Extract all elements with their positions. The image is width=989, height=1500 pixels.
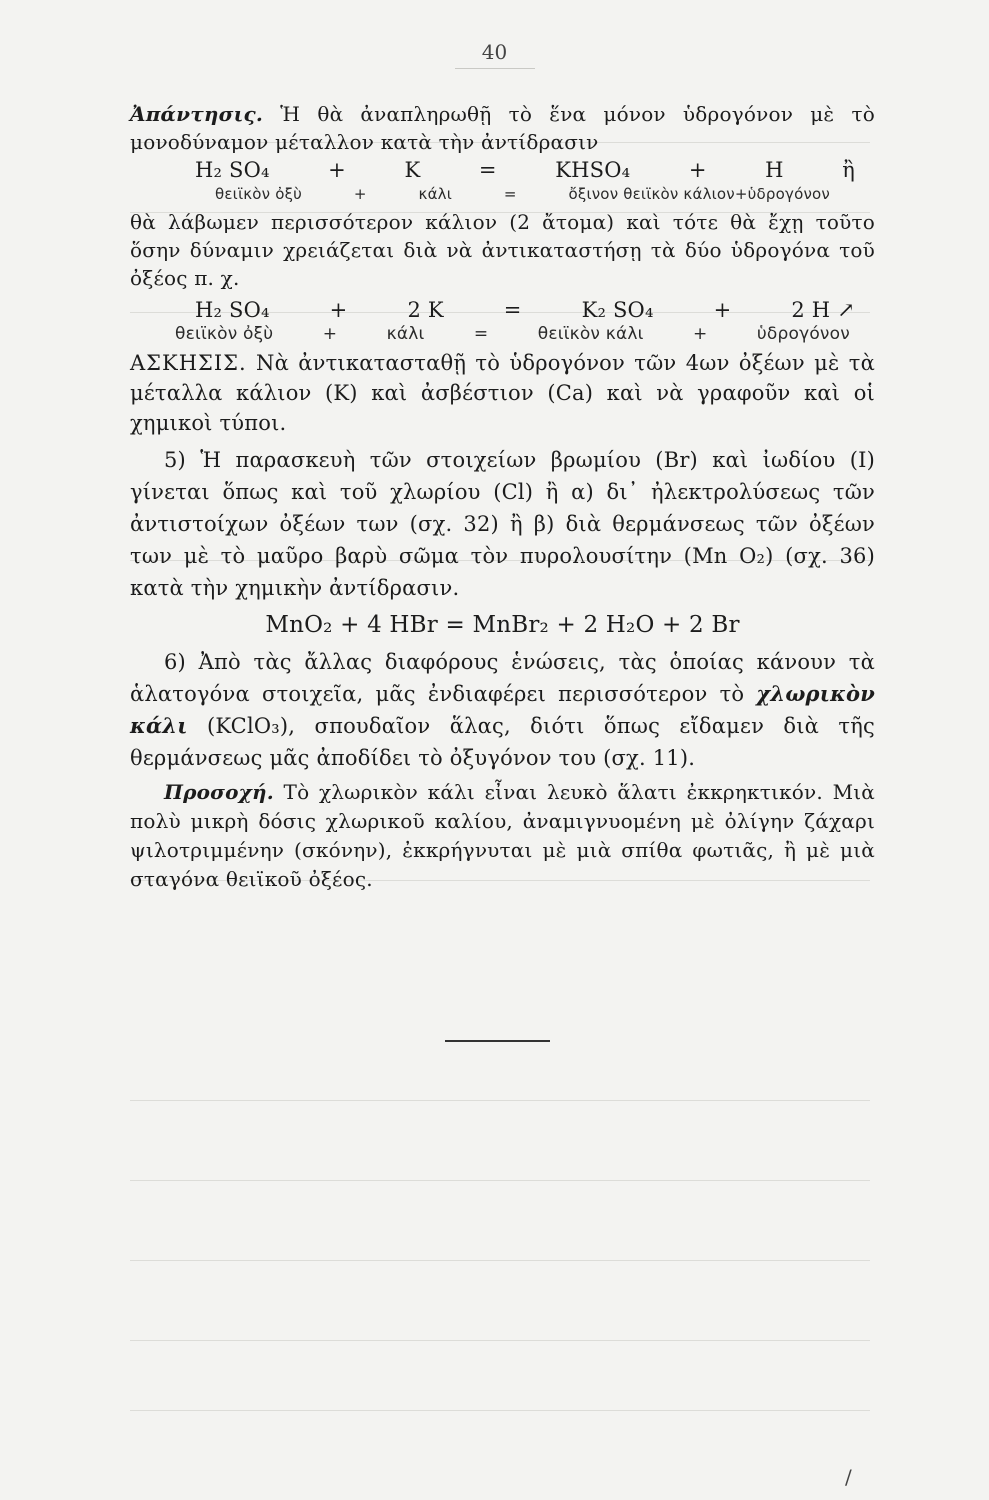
- bleed-through-line: [130, 1410, 870, 1411]
- eq2-term: 2 K: [407, 298, 444, 322]
- page-number-rule: [455, 68, 535, 69]
- eq2-caption-op: +: [692, 324, 708, 344]
- eq1-term: H: [765, 158, 784, 182]
- eq2-term: K₂ SO₄: [581, 298, 654, 322]
- eq2-caption-term: ὑδρογόνον: [756, 324, 850, 344]
- eq2-op: =: [503, 298, 522, 322]
- eq2-caption-term: θειϊκὸν κάλι: [537, 324, 644, 344]
- eq1-op: +: [328, 158, 346, 182]
- paragraph-after-eq1: θὰ λάβωμεν περισσότερον κάλιον (2 ἄτομα) καὶ τότε θὰ ἔχῃ τοῦτο ὅσην δύναμιν χρειάζεται διὰ νὰ ἀντικαταστήσῃ τὰ δύο ὑδρογόνα τοῦ ὀξέος π. χ.: [130, 210, 875, 290]
- eq1-caption-term: κάλι: [418, 185, 453, 203]
- exercise-heading: ΑΣΚΗΣΙΣ.: [130, 351, 247, 375]
- bleed-through-line: [130, 1260, 870, 1261]
- bleed-through-line: [130, 1340, 870, 1341]
- answer-label: Ἀπάντησις.: [130, 102, 263, 126]
- eq2-op: +: [329, 298, 348, 322]
- bleed-through-line: [130, 1100, 870, 1101]
- eq1-caption-op: +: [353, 185, 367, 203]
- answer-paragraph: [130, 100, 875, 156]
- eq2-caption-term: κάλι: [386, 324, 425, 344]
- eq2-term: 2 H ↗: [791, 298, 855, 322]
- eq2-caption-op: =: [473, 324, 489, 344]
- section-6-bold-term: χλωρικὸν κάλι: [130, 681, 875, 738]
- eq1-conjunction: ἢ: [842, 158, 855, 182]
- section-5-equation: MnO₂ + 4 HBr = MnBr₂ + 2 H₂O + 2 Br: [265, 612, 740, 638]
- equation-1-caption: [130, 184, 875, 204]
- eq2-term: H₂ SO₄: [195, 298, 270, 322]
- exercise-paragraph: [130, 348, 875, 438]
- eq1-op: +: [688, 158, 707, 182]
- stray-mark: /: [845, 1465, 852, 1489]
- section-6-text-before: 6) Ἀπὸ τὰς ἄλλας διαφόρους ἑνώσεις, τὰς ὁποίας κάνουν τὰ ἁλατογόνα στοιχεῖα, μᾶς ἐνδιαφέρει περισσότερον τὸ: [130, 650, 875, 706]
- eq1-term: K: [404, 158, 421, 182]
- eq1-caption-op: =: [503, 185, 517, 203]
- page-body: [130, 100, 875, 894]
- bleed-through-line: [130, 1180, 870, 1181]
- eq1-term: H₂ SO₄: [195, 158, 270, 182]
- eq2-op: +: [713, 298, 732, 322]
- exercise-text: Νὰ ἀντικατασταθῇ τὸ ὑδρογόνον τῶν 4ων ὀξέων μὲ τὰ μέταλλα κάλιον (K) καὶ ἀσβέστιον (Ca) καὶ νὰ γραφοῦν καὶ οἱ χημικοὶ τύποι.: [130, 351, 875, 435]
- equation-1: [130, 156, 875, 184]
- eq2-caption-op: +: [322, 324, 338, 344]
- section-6-text-after: (KClO₃), σπουδαῖον ἅλας, διότι ὅπως εἴδαμεν διὰ τῆς θερμάνσεως μᾶς ἀποδίδει τὸ ὀξυγόνον του (σχ. 11).: [130, 714, 875, 770]
- equation-2: [130, 296, 875, 324]
- equation-2-caption: [130, 324, 875, 344]
- section-5-paragraph: 5) Ἡ παρασκευὴ τῶν στοιχείων βρωμίου (Br) καὶ ἰωδίου (I) γίνεται ὅπως καὶ τοῦ χλωρίου (Cl) ἢ α) δι᾿ ἠλεκτρολύσεως τῶν ἀντιστοίχων ὀξέων των (σχ. 32) ἢ β) διὰ θερμάνσεως τῶν ὀξέων των μὲ τὸ μαῦρο βαρὺ σῶμα τὸν πυρολουσίτην (Mn O₂) (σχ. 36) κατὰ τὴν χημικὴν ἀντίδρασιν.: [130, 448, 875, 600]
- eq1-caption-term: θειϊκὸν ὀξὺ: [215, 185, 303, 203]
- caution-paragraph: [130, 778, 875, 894]
- eq2-caption-term: θειϊκὸν ὀξὺ: [175, 324, 274, 344]
- answer-text: Ἡ θὰ ἀναπληρωθῇ τὸ ἕνα μόνον ὑδρογόνον μὲ τὸ μονοδύναμον μέταλλον κατὰ τὴν ἀντίδρασιν: [130, 102, 875, 154]
- eq1-caption-term: ὄξινον θειϊκὸν κάλιον+ὑδρογόνον: [568, 185, 830, 203]
- caution-text: Τὸ χλωρικὸν κάλι εἶναι λευκὸ ἅλατι ἐκκρηκτικόν. Μιὰ πολὺ μικρὴ δόσις χλωρικοῦ καλίου, ἀναμιγνυομένη μὲ ὀλίγην ζάχαρι ψιλοτριμμένην (σκόνην), ἐκκρήγνυται μὲ μιὰ σπίθα φωτιᾶς, ἢ μὲ μιὰ σταγόνα θειϊκοῦ ὀξέος.: [130, 780, 875, 891]
- caution-label: Προσοχή.: [164, 780, 274, 804]
- closing-rule: [445, 1040, 550, 1042]
- eq1-term: KHSO₄: [555, 158, 631, 182]
- eq1-op: =: [478, 158, 497, 182]
- section-6-paragraph: [130, 646, 875, 774]
- page-number: 40: [481, 40, 508, 64]
